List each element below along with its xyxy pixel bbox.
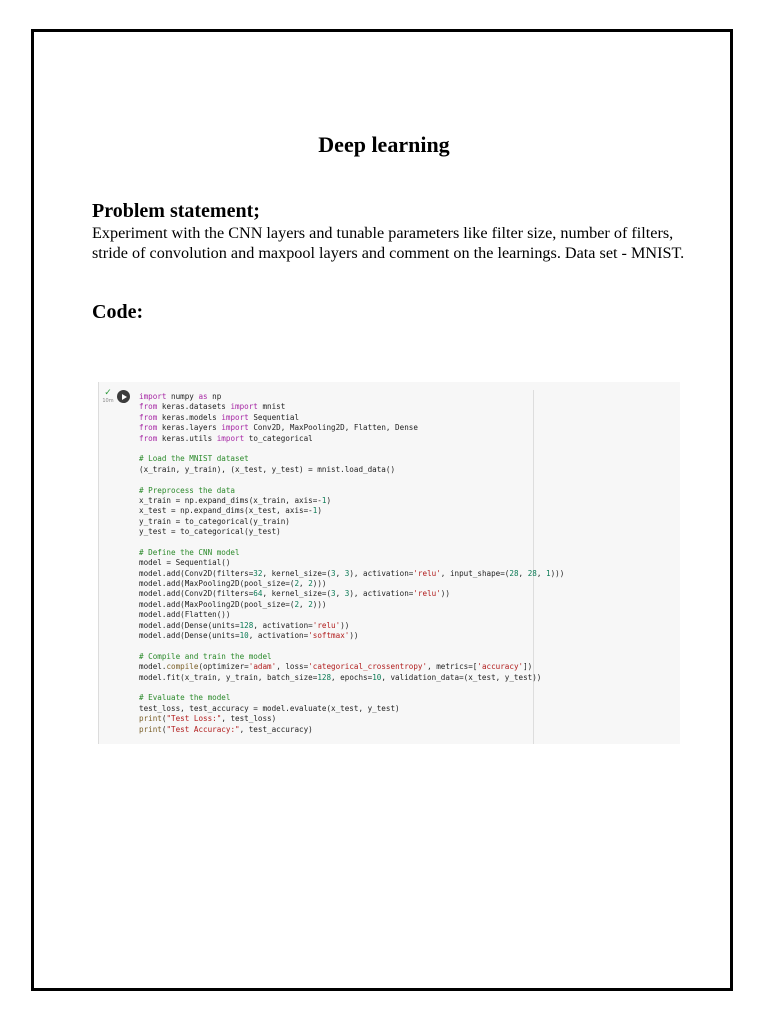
code-line: model.fit(x_train, y_train, batch_size=128, epochs=10, validation_data=(x_test, y_test))	[139, 672, 542, 682]
code-line: model.add(Conv2D(filters=64, kernel_size=(3, 3), activation='relu'))	[139, 589, 450, 599]
code-line: (x_train, y_train), (x_test, y_test) = mnist.load_data()	[139, 464, 396, 474]
code-editor[interactable]	[139, 392, 564, 735]
code-heading: Code:	[92, 301, 144, 323]
code-line: # Load the MNIST dataset	[139, 454, 249, 464]
code-line: model.add(Dense(units=128, activation='relu'))	[139, 620, 350, 630]
code-line: x_train = np.expand_dims(x_train, axis=-1)	[139, 495, 332, 505]
code-line: model.add(Flatten())	[139, 610, 231, 620]
code-line: from keras.models import Sequential	[139, 412, 300, 422]
execution-time: 10m	[102, 398, 114, 404]
cell-gutter	[99, 382, 135, 744]
code-line	[139, 475, 564, 485]
code-line: # Preprocess the data	[139, 485, 236, 495]
execution-status	[101, 389, 115, 404]
code-line	[139, 641, 564, 651]
code-line: from keras.layers import Conv2D, MaxPooling2D, Flatten, Dense	[139, 423, 418, 433]
problem-statement-heading: Problem statement;	[92, 200, 260, 222]
code-line: model.add(MaxPooling2D(pool_size=(2, 2)))	[139, 579, 327, 589]
code-line	[139, 683, 564, 693]
code-line	[139, 444, 564, 454]
check-icon: ✓	[104, 388, 112, 398]
code-line: model.compile(optimizer='adam', loss='categorical_crossentropy', metrics=['accuracy'])	[139, 662, 533, 672]
code-line: model.add(Conv2D(filters=32, kernel_size=(3, 3), activation='relu', input_shape=(28, 28, 1)))	[139, 568, 565, 578]
run-cell-button[interactable]	[117, 390, 130, 403]
code-line: y_train = to_categorical(y_train)	[139, 516, 290, 526]
code-line: model = Sequential()	[139, 558, 231, 568]
code-line: import numpy as np	[139, 392, 222, 401]
code-line: model.add(MaxPooling2D(pool_size=(2, 2)))	[139, 599, 327, 609]
code-line: # Evaluate the model	[139, 693, 231, 703]
code-line: from keras.datasets import mnist	[139, 402, 286, 412]
code-line: model.add(Dense(units=10, activation='softmax'))	[139, 630, 359, 640]
notebook-code-cell[interactable]	[98, 382, 680, 744]
code-line: from keras.utils import to_categorical	[139, 433, 313, 443]
code-line	[139, 537, 564, 547]
code-line: y_test = to_categorical(y_test)	[139, 527, 281, 537]
problem-statement-text: Experiment with the CNN layers and tunable parameters like filter size, number of filters, stride of convolution and maxpool layers and comment on the learnings. Data set - MNIST.	[92, 224, 685, 262]
code-line: test_loss, test_accuracy = model.evaluate(x_test, y_test)	[139, 703, 400, 713]
code-line: print("Test Loss:", test_loss)	[139, 714, 277, 724]
code-line: # Compile and train the model	[139, 651, 272, 661]
page-title: Deep learning	[318, 132, 450, 157]
code-line: # Define the CNN model	[139, 547, 240, 557]
code-line: print("Test Accuracy:", test_accuracy)	[139, 724, 313, 734]
code-line: x_test = np.expand_dims(x_test, axis=-1)	[139, 506, 322, 516]
